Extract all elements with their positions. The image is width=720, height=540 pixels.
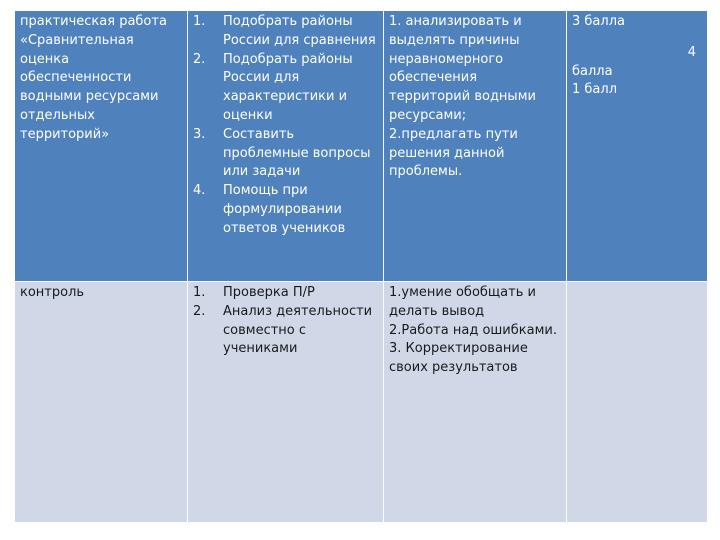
table-cell-activity xyxy=(15,282,188,523)
table-cell-scores xyxy=(567,282,708,523)
table-cell-teacher-actions xyxy=(188,282,384,523)
score-line: 1 балл xyxy=(572,82,618,98)
score-line: 3 балла xyxy=(572,14,625,29)
cell-text: контроль xyxy=(20,285,85,300)
table-cell-student-actions xyxy=(384,282,567,523)
list-item: 1. Проверка П/Р xyxy=(193,285,315,300)
lesson-plan-table xyxy=(14,10,708,523)
table-row xyxy=(15,11,708,282)
list-item: 3. Составить проблемные вопросы или задачи xyxy=(193,126,371,180)
cell-text: практическая работа «Сравнительная оценка обеспеченности водными ресурсами отдельных территорий» xyxy=(20,14,167,142)
cell-text: 1. анализировать и выделять причины неравномерного обеспечения территорий водными ресурсами; 2.предлагать пути решения данной проблемы. xyxy=(389,14,536,180)
score-line: 4 xyxy=(687,44,696,60)
table-cell-student-actions xyxy=(384,11,567,282)
score-line: балла xyxy=(572,63,613,79)
list-item: 2. Анализ деятельности совместно с учениками xyxy=(193,303,373,357)
cell-text: 1.умение обобщать и делать вывод xyxy=(389,285,536,319)
list-item: 2. Подобрать районы России для характеристики и оценки xyxy=(193,51,353,123)
table-cell-scores xyxy=(567,11,708,282)
cell-text: 3. Корректирование своих результатов xyxy=(389,341,528,376)
cell-text: 2.Работа над ошибками. xyxy=(389,322,557,338)
list-item: 1. Подобрать районы России для сравнения xyxy=(193,14,376,48)
list-item: 4. Помощь при формулировании ответов учеников xyxy=(193,183,346,236)
table-cell-teacher-actions xyxy=(188,11,384,282)
numbered-list xyxy=(193,13,378,239)
numbered-list xyxy=(193,284,378,359)
table-row xyxy=(15,282,708,523)
table-cell-activity xyxy=(15,11,188,282)
